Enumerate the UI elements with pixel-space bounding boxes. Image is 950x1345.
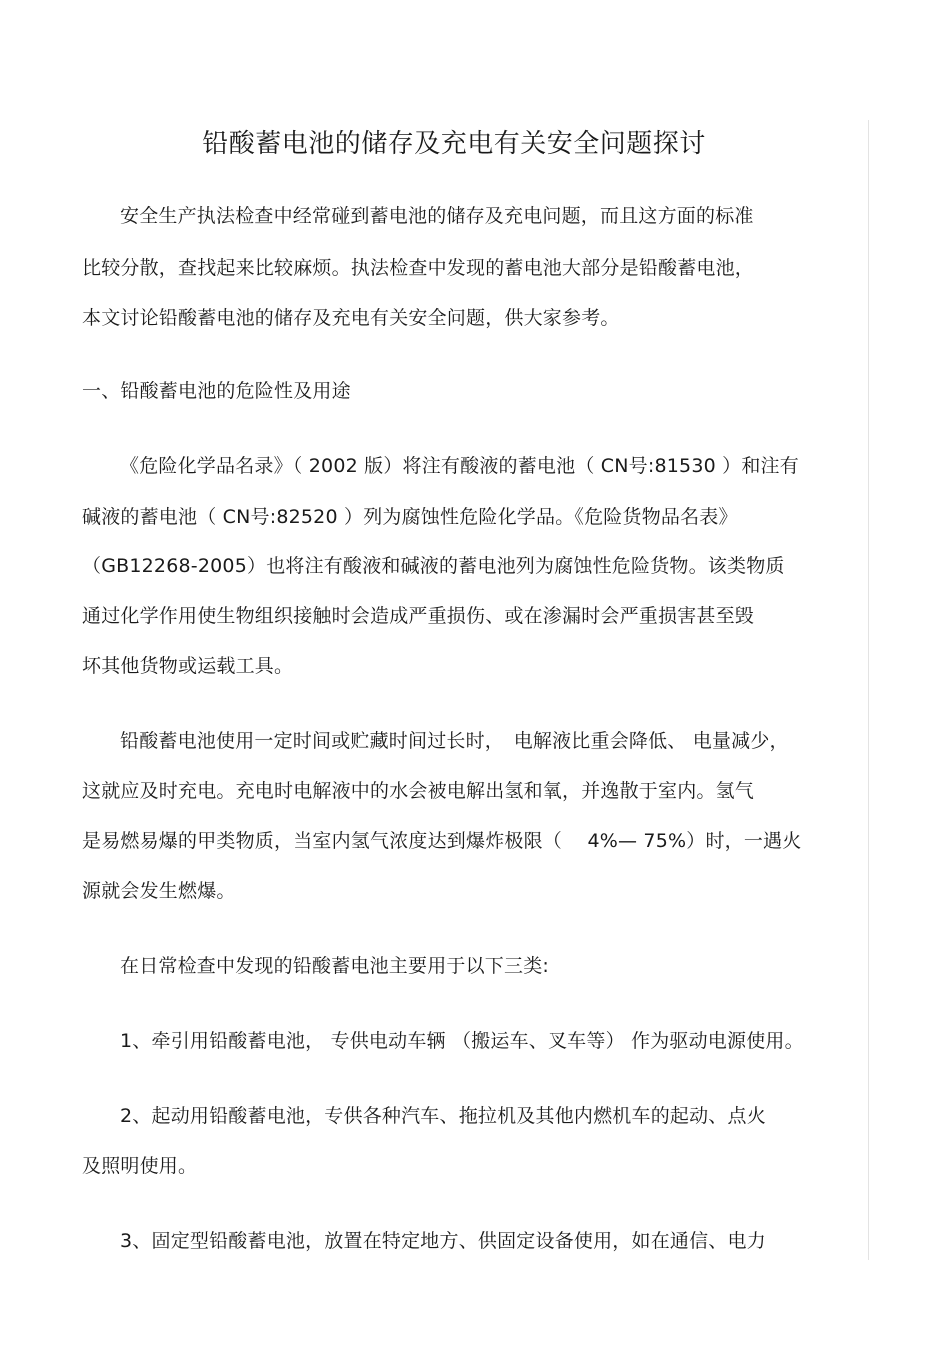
- page-edge-divider: [868, 120, 869, 1260]
- charge-paragraph-line: 铅酸蓄电池使用一定时间或贮藏时间过长时， 电解液比重会降低、 电量减少，: [120, 730, 789, 752]
- section-heading: 一、铅酸蓄电池的危险性及用途: [82, 380, 351, 402]
- list-item-2: 2、起动用铅酸蓄电池，专供各种汽车、拖拉机及其他内燃机车的起动、点火: [120, 1105, 766, 1127]
- list-item-1: 1、牵引用铅酸蓄电池， 专供电动车辆 （搬运车、叉车等） 作为驱动电源使用。: [120, 1030, 804, 1052]
- charge-paragraph-line: 这就应及时充电。充电时电解液中的水会被电解出氢和氧，并逸散于室内。氢气: [82, 780, 755, 802]
- intro-line: 比较分散，查找起来比较麻烦。执法检查中发现的蓄电池大部分是铅酸蓄电池，: [82, 257, 755, 279]
- document-title: 铅酸蓄电池的储存及充电有关安全问题探讨: [202, 129, 706, 159]
- hazard-paragraph-line: 通过化学作用使生物组织接触时会造成严重损伤、或在渗漏时会严重损害甚至毁: [82, 605, 755, 627]
- intro-line: 安全生产执法检查中经常碰到蓄电池的储存及充电问题，而且这方面的标准: [120, 205, 754, 227]
- charge-paragraph-line: 源就会发生燃爆。: [82, 880, 236, 902]
- hazard-paragraph-line: 《危险化学品名录》（ 2002 版）将注有酸液的蓄电池（ CN号:81530 ）和注有: [120, 455, 799, 477]
- hazard-paragraph-line: （GB12268-2005）也将注有酸液和碱液的蓄电池列为腐蚀性危险货物。该类物质: [82, 555, 785, 577]
- hazard-paragraph-line: 碱液的蓄电池（ CN号:82520 ）列为腐蚀性危险化学品。《危险货物品名表》: [82, 506, 738, 528]
- charge-paragraph-line: 是易燃易爆的甲类物质，当室内氢气浓度达到爆炸极限（ 4%— 75%）时，一遇火: [82, 830, 802, 852]
- types-intro: 在日常检查中发现的铅酸蓄电池主要用于以下三类:: [120, 955, 550, 977]
- list-item-3: 3、固定型铅酸蓄电池，放置在特定地方、供固定设备使用，如在通信、电力: [120, 1230, 766, 1252]
- hazard-paragraph-line: 坏其他货物或运载工具。: [82, 655, 294, 677]
- intro-line: 本文讨论铅酸蓄电池的储存及充电有关安全问题，供大家参考。: [82, 307, 620, 329]
- list-item-2-continued: 及照明使用。: [82, 1155, 198, 1177]
